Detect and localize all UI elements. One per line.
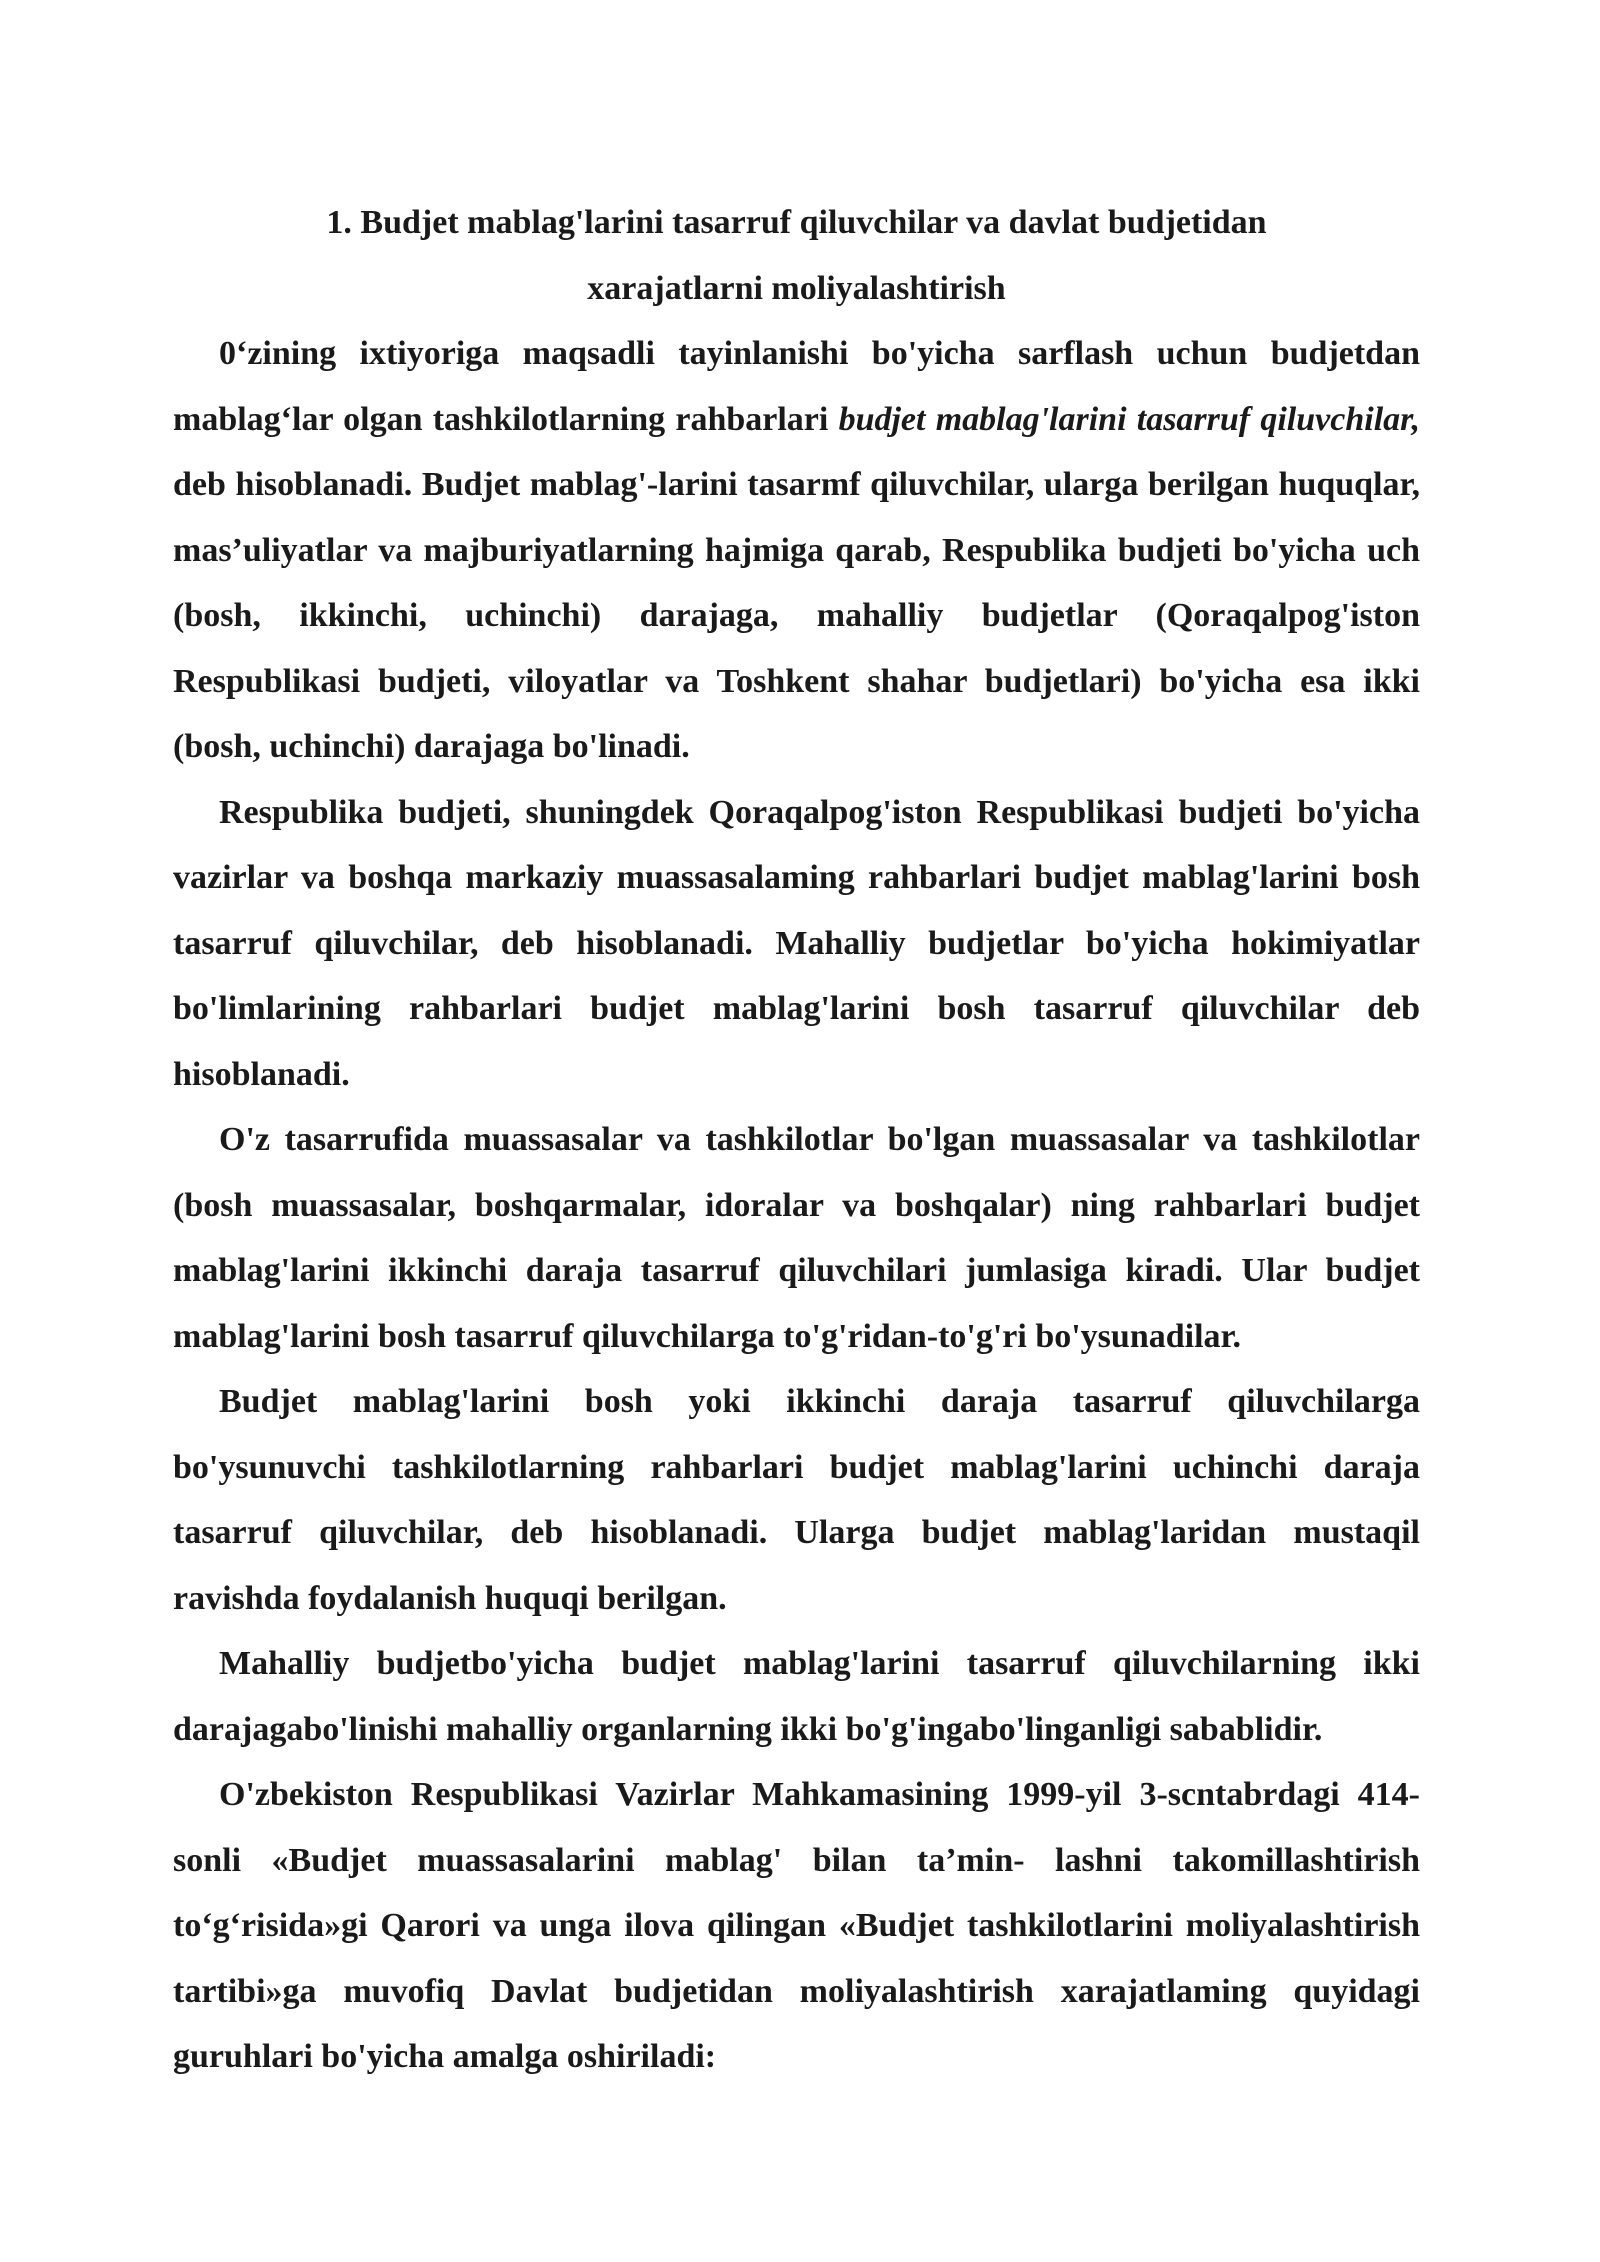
paragraph-1 <box>173 321 1420 780</box>
paragraph-1-italic-term: budjet mablag'larini tasarruf qiluvchilar, <box>838 400 1420 438</box>
title-line-1: 1. Budjet mablag'larini tasarruf qiluvchilar va davlat budjetidan <box>326 204 1267 241</box>
paragraph-5: Mahalliy budjetbo'yicha budjet mablag'larini tasarruf qiluvchilarning ikki darajagabo'linishi mahalliy organlarning ikki bo'g'ingabo'linganligi sabablidir. <box>173 1645 1420 1748</box>
paragraph-4: Budjet mablag'larini bosh yoki ikkinchi daraja tasarruf qiluvchilarga bo'ysunuvchi tashkilotlarning rahbarlari budjet mablag'larini uchinchi daraja tasarruf qiluvchilar, deb hisoblanadi. Ularga budjet mablag'laridan mustaqil ravishda foydalanish huquqi berilgan. <box>173 1383 1420 1617</box>
paragraph-1-text-b: deb hisoblanadi. Budjet mablag'-larini tasarmf qiluvchilar, ularga berilgan huquqlar, mas’uliyatlar va majburiyatlarning hajmiga qarab, Respublika budjeti bo'yicha uch (bosh, ikkinchi, uchinchi) darajaga, mahalliy budjetlar (Qoraqalpog'iston Respublikasi budjeti, viloyatlar va Toshkent shahar budjetlari) bo'yicha esa ikki (bosh, uchinchi) darajaga bo'linadi. <box>173 466 1420 765</box>
document-title <box>173 190 1420 321</box>
paragraph-3: O'z tasarrufida muassasalar va tashkilotlar bo'lgan muassasalar va tashkilotlar (bosh muassasalar, boshqarmalar, idoralar va boshqalar) ning rahbarlari budjet mablag'larini ikkinchi daraja tasarruf qiluvchilari jumlasiga kiradi. Ular budjet mablag'larini bosh tasarruf qiluvchilarga to'g'ridan-to'g'ri bo'ysunadilar. <box>173 1121 1420 1355</box>
paragraph-1-text-a: 0‘zining ixtiyoriga maqsadli tayinlanishi bo'yicha sarflash uchun budjetdan mablag‘lar olgan tashkilotlarning rahbarlari <box>173 335 1420 438</box>
document-page <box>173 190 1420 2090</box>
paragraph-2: Respublika budjeti, shuningdek Qoraqalpog'iston Respublikasi budjeti bo'yicha vazirlar va boshqa markaziy muassasalaming rahbarlari budjet mablag'larini bosh tasarruf qiluvchilar, deb hisoblanadi. Mahalliy budjetlar bo'yicha hokimiyatlar bo'limlarining rahbarlari budjet mablag'larini bosh tasarruf qiluvchilar deb hisoblanadi. <box>173 793 1420 1093</box>
title-line-2: xarajatlarni moliyalashtirish <box>587 269 1006 307</box>
paragraph-6: O'zbekiston Respublikasi Vazirlar Mahkamasining 1999-yil 3-scntabrdagi 414-sonli «Budjet muassasalarini mablag' bilan ta’min- lashni takomillashtirish to‘g‘risida»gi Qarori va unga ilova qilingan «Budjet tashkilotlarini moliyalashtirish tartibi»ga muvofiq Davlat budjetidan moliyalashtirish xarajatlaming quyidagi guruhlari bo'yicha amalga oshiriladi: <box>173 1776 1420 2075</box>
